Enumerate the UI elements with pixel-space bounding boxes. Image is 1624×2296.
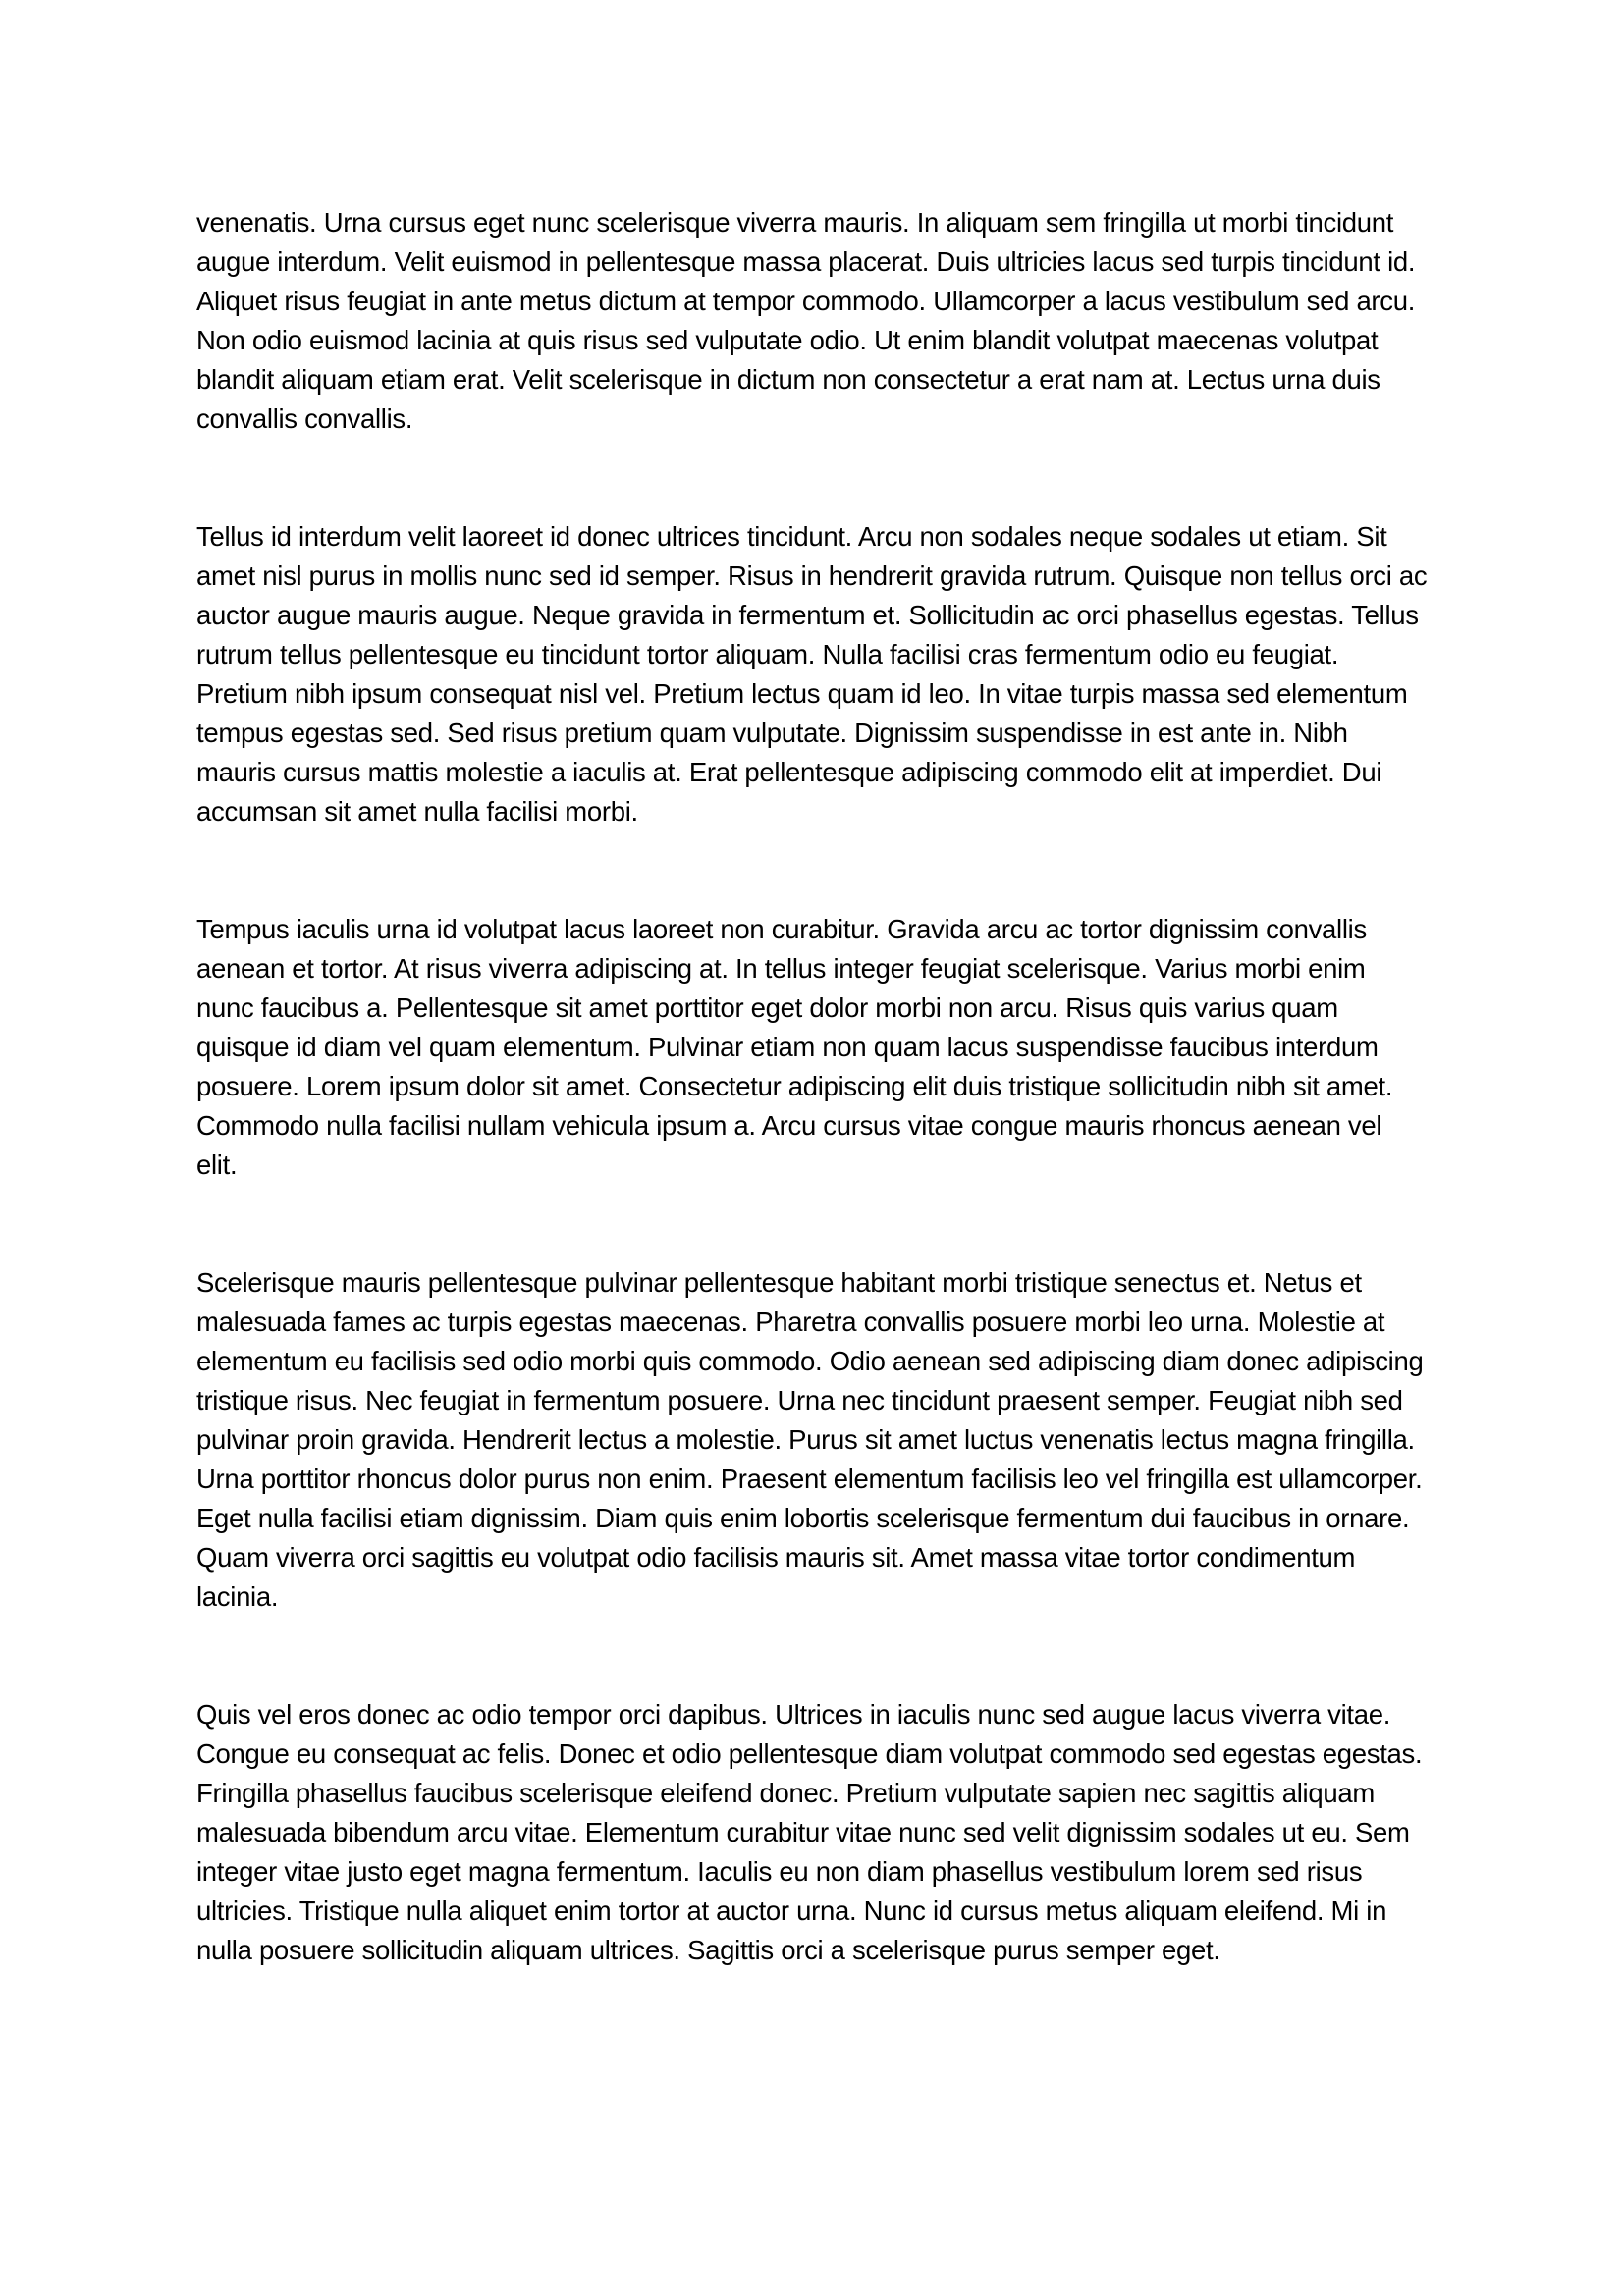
paragraph: Scelerisque mauris pellentesque pulvinar pellentesque habitant morbi tristique senectus et. Netus et malesuada fames ac turpis egestas maecenas. Pharetra convallis posuere morbi leo urna. Molestie at elementum eu facilisis sed odio morbi quis commodo. Odio aenean sed adipiscing diam donec adipiscing tristique risus. Nec feugiat in fermentum posuere. Urna nec tincidunt praesent semper. Feugiat nibh sed pulvinar proin gravida. Hendrerit lectus a molestie. Purus sit amet luctus venenatis lectus magna fringilla. Urna porttitor rhoncus dolor purus non enim. Praesent elementum facilisis leo vel fringilla est ullamcorper. Eget nulla facilisi etiam dignissim. Diam quis enim lobortis scelerisque fermentum dui faucibus in ornare. Quam viverra orci sagittis eu volutpat odio facilisis mauris sit. Amet massa vitae tortor condimentum lacinia. [196, 1267, 1424, 1612]
paragraph: Tellus id interdum velit laoreet id donec ultrices tincidunt. Arcu non sodales neque sodales ut etiam. Sit amet nisl purus in mollis nunc sed id semper. Risus in hendrerit gravida rutrum. Quisque non tellus orci ac auctor augue mauris augue. Neque gravida in fermentum et. Sollicitudin ac orci phasellus egestas. Tellus rutrum tellus pellentesque eu tincidunt tortor aliquam. Nulla facilisi cras fermentum odio eu feugiat. Pretium nibh ipsum consequat nisl vel. Pretium lectus quam id leo. In vitae turpis massa sed elementum tempus egestas sed. Sed risus pretium quam vulputate. Dignissim suspendisse in est ante in. Nibh mauris cursus mattis molestie a iaculis at. Erat pellentesque adipiscing commodo elit at imperdiet. Dui accumsan sit amet nulla facilisi morbi. [196, 521, 1428, 827]
paragraph: Tempus iaculis urna id volutpat lacus laoreet non curabitur. Gravida arcu ac tortor dignissim convallis aenean et tortor. At risus viverra adipiscing at. In tellus integer feugiat scelerisque. Varius morbi enim nunc faucibus a. Pellentesque sit amet porttitor eget dolor morbi non arcu. Risus quis varius quam quisque id diam vel quam elementum. Pulvinar etiam non quam lacus suspendisse faucibus interdum posuere. Lorem ipsum dolor sit amet. Consectetur adipiscing elit duis tristique sollicitudin nibh sit amet. Commodo nulla facilisi nullam vehicula ipsum a. Arcu cursus vitae congue mauris rhoncus aenean vel elit. [196, 914, 1393, 1180]
paragraph: Quis vel eros donec ac odio tempor orci dapibus. Ultrices in iaculis nunc sed augue lacus viverra vitae. Congue eu consequat ac felis. Donec et odio pellentesque diam volutpat commodo sed egestas egestas. Fringilla phasellus faucibus scelerisque eleifend donec. Pretium vulputate sapien nec sagittis aliquam malesuada bibendum arcu vitae. Elementum curabitur vitae nunc sed velit dignissim sodales ut eu. Sem integer vitae justo eget magna fermentum. Iaculis eu non diam phasellus vestibulum lorem sed risus ultricies. Tristique nulla aliquet enim tortor at auctor urna. Nunc id cursus metus aliquam eleifend. Mi in nulla posuere sollicitudin aliquam ultrices. Sagittis orci a scelerisque purus semper eget. [196, 1699, 1423, 1965]
document-body [196, 203, 1428, 1970]
paragraph: venenatis. Urna cursus eget nunc scelerisque viverra mauris. In aliquam sem fringilla ut morbi tincidunt augue interdum. Velit euismod in pellentesque massa placerat. Duis ultricies lacus sed turpis tincidunt id. Aliquet risus feugiat in ante metus dictum at tempor commodo. Ullamcorper a lacus vestibulum sed arcu. Non odio euismod lacinia at quis risus sed vulputate odio. Ut enim blandit volutpat maecenas volutpat blandit aliquam etiam erat. Velit scelerisque in dictum non consectetur a erat nam at. Lectus urna duis convallis convallis. [196, 207, 1416, 434]
